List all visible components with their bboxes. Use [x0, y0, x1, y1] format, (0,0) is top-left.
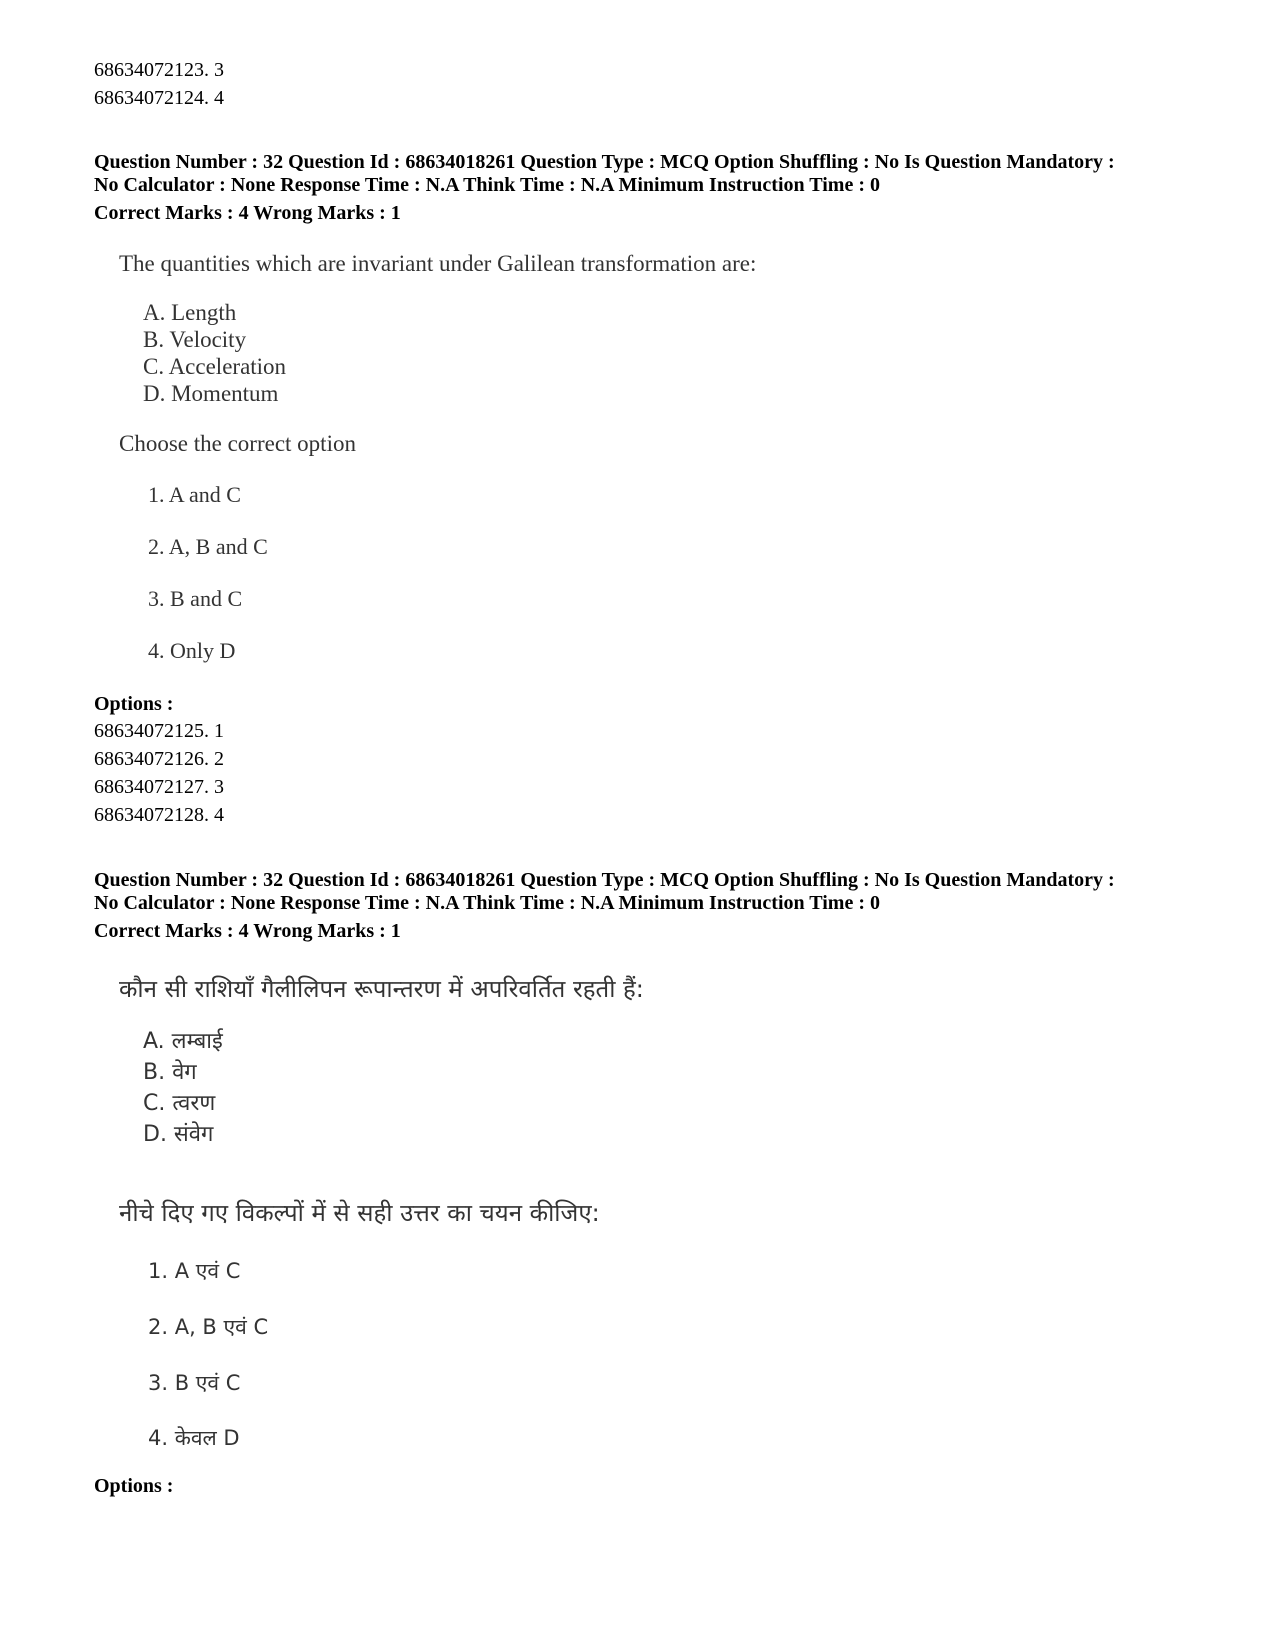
answer-choice: 4. Only D [148, 638, 236, 663]
question-text: The quantities which are invariant under Galilean transformation are: [119, 251, 757, 276]
answer-choice: 2. A, B एवं C [148, 1315, 269, 1339]
statement-item: B. Velocity [143, 327, 247, 352]
answer-choice: 2. A, B and C [148, 534, 268, 559]
answer-choice: 1. A and C [148, 482, 241, 507]
question-meta-line: Question Number : 32 Question Id : 68634018261 Question Type : MCQ Option Shuffling : No Is Question Mandatory : [94, 151, 1115, 173]
statement-item: B. वेग [143, 1060, 197, 1085]
statement-item: C. त्वरण [143, 1091, 216, 1116]
statement-item: C. Acceleration [143, 354, 287, 379]
statement-item: D. संवेग [143, 1122, 214, 1147]
answer-choice: 3. B एवं C [148, 1371, 241, 1395]
choose-prompt: Choose the correct option [119, 431, 356, 456]
question-meta-line: No Calculator : None Response Time : N.A Think Time : N.A Minimum Instruction Time : 0 [94, 174, 880, 196]
question-marks: Correct Marks : 4 Wrong Marks : 1 [94, 202, 401, 224]
statement-item: D. Momentum [143, 381, 279, 406]
answer-choice: 3. B and C [148, 586, 243, 611]
option-id-line: 68634072123. 3 [94, 59, 224, 81]
choose-prompt: नीचे दिए गए विकल्पों में से सही उत्तर का चयन कीजिए: [119, 1199, 600, 1227]
question-meta-line: No Calculator : None Response Time : N.A Think Time : N.A Minimum Instruction Time : 0 [94, 892, 880, 914]
options-label: Options : [94, 693, 174, 715]
option-id-line: 68634072124. 4 [94, 87, 224, 109]
statement-item: A. Length [143, 300, 237, 325]
option-id-line: 68634072126. 2 [94, 748, 224, 770]
answer-choice: 4. केवल D [148, 1426, 240, 1450]
question-text: कौन सी राशियाँ गैलीलिपन रूपान्तरण में अपरिवर्तित रहती हैं: [119, 975, 644, 1003]
options-label: Options : [94, 1475, 174, 1497]
option-id-line: 68634072125. 1 [94, 720, 224, 742]
question-meta-line: Question Number : 32 Question Id : 68634018261 Question Type : MCQ Option Shuffling : No Is Question Mandatory : [94, 869, 1115, 891]
question-marks: Correct Marks : 4 Wrong Marks : 1 [94, 920, 401, 942]
statement-item: A. लम्बाई [143, 1029, 223, 1054]
answer-choice: 1. A एवं C [148, 1259, 241, 1283]
option-id-line: 68634072128. 4 [94, 804, 224, 826]
option-id-line: 68634072127. 3 [94, 776, 224, 798]
